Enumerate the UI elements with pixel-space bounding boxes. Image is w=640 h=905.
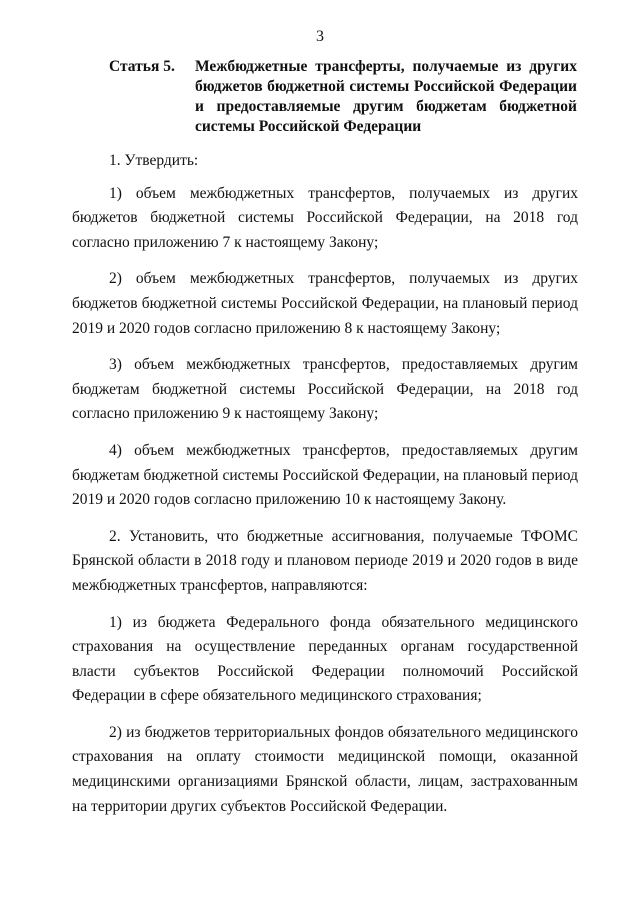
paragraph-subitem-2: 2) из бюджетов территориальных фондов обязательного медицинского страхования на оплату стоимости медицинской помощи, оказанной медицинскими организациями Брянской области, лицам, застрахованным на территории других субъектов Российской Федерации.	[72, 723, 578, 815]
paragraph-item-4: 4) объем межбюджетных трансфертов, предоставляемых другим бюджетам бюджетной системы Российской Федерации, на плановый период 2019 и 2020 годов согласно приложению 10 к настоящему Закону.	[72, 441, 578, 509]
paragraph-approve-heading: 1. Утвердить:	[109, 152, 199, 169]
article-title: Межбюджетные трансферты, получаемые из других бюджетов бюджетной системы Российской Федерации и предоставляемые другим бюджетам бюджетной системы Российской Федерации	[195, 58, 577, 135]
article-label: Статья 5.	[109, 58, 175, 75]
paragraph-subitem-1: 1) из бюджета Федерального фонда обязательного медицинского страхования на осуществление переданных органам государственной власти субъектов Российской Федерации полномочий Российской Федерации в сфере обязательного медицинского страхования;	[72, 613, 578, 705]
page-number: 3	[316, 28, 324, 45]
paragraph-item-1: 1) объем межбюджетных трансфертов, получаемых из других бюджетов бюджетной системы Российской Федерации, на 2018 год согласно приложению 7 к настоящему Закону;	[72, 184, 578, 251]
article-body	[72, 149, 578, 831]
article-heading	[109, 57, 577, 137]
paragraph-establish: 2. Установить, что бюджетные ассигнования, получаемые ТФОМС Брянской области в 2018 году и плановом периоде 2019 и 2020 годов в виде межбюджетных трансфертов, направляются:	[72, 527, 578, 594]
paragraph-item-3: 3) объем межбюджетных трансфертов, предоставляемых другим бюджетам бюджетной системы Российской Федерации, на 2018 год согласно приложению 9 к настоящему Закону;	[72, 356, 578, 423]
paragraph-item-2: 2) объем межбюджетных трансфертов, получаемых из других бюджетов бюджетной системы Российской Федерации, на плановый период 2019 и 2020 годов согласно приложению 8 к настоящему Закону;	[72, 270, 578, 337]
